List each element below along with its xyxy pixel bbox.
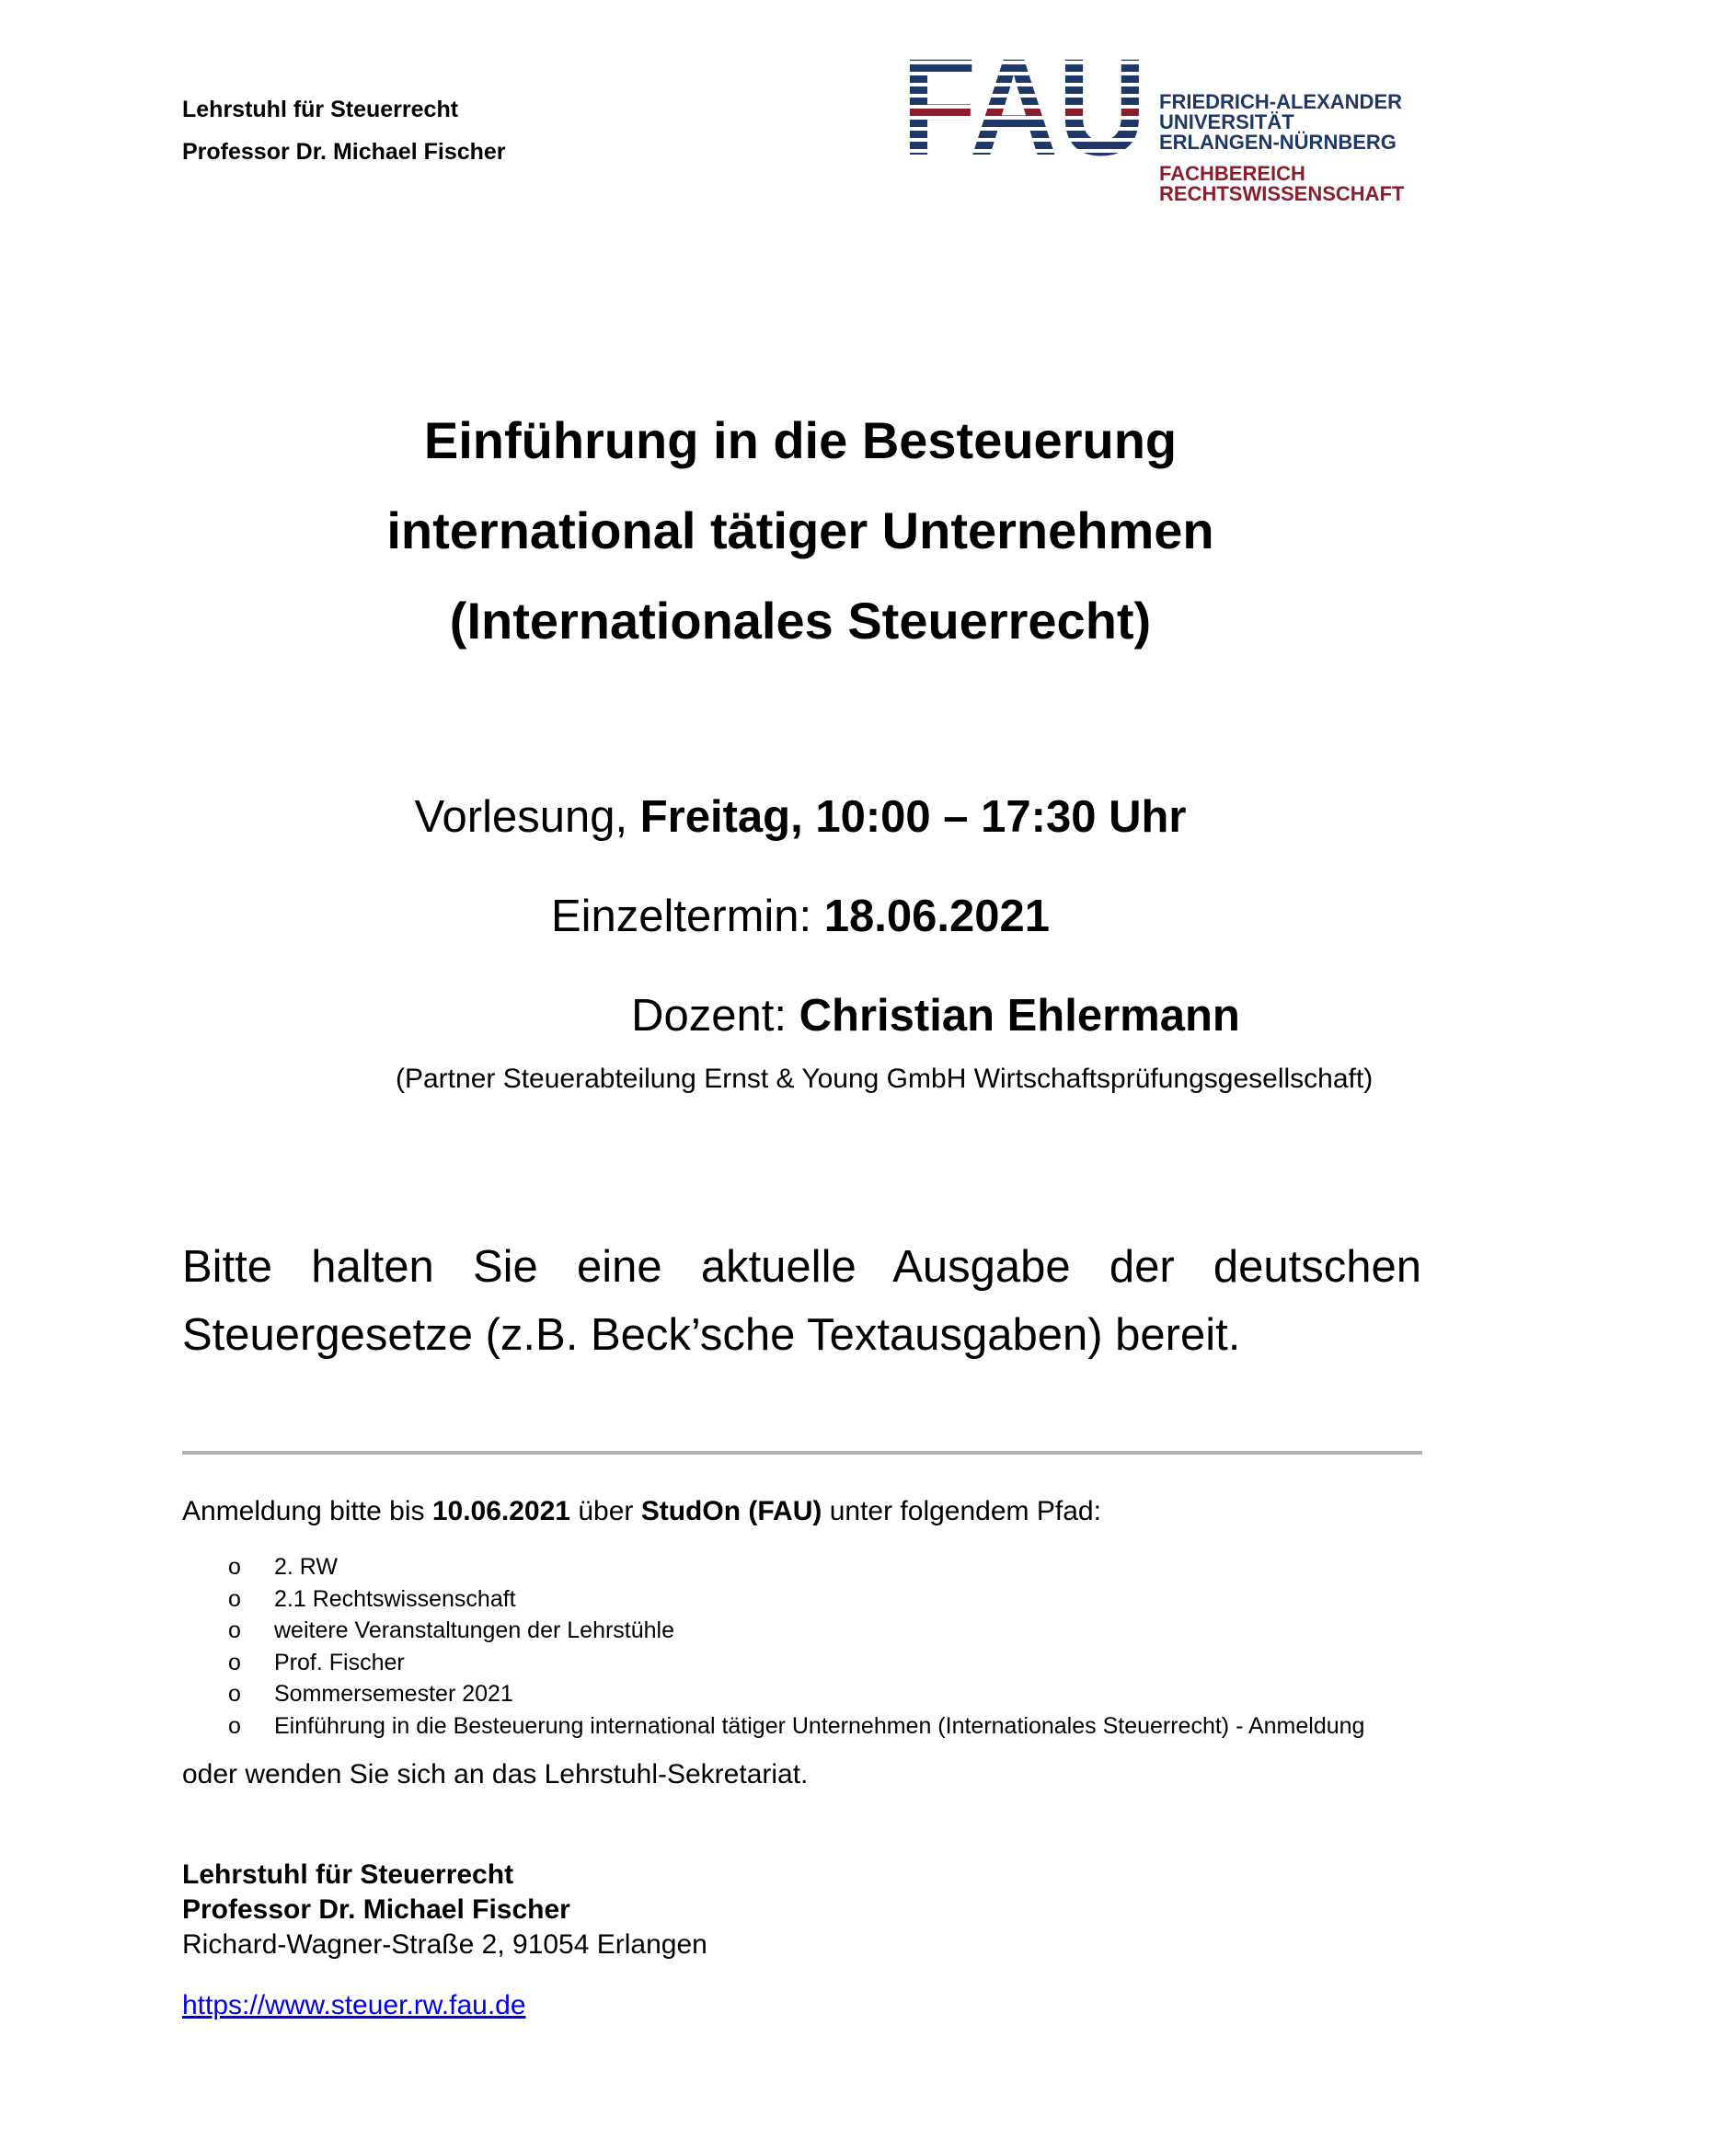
fau-logo-mark: FAU [902,29,1178,184]
registration-path-list [228,1551,1364,1742]
website-link[interactable]: https://www.steuer.rw.fau.de [182,1990,526,2020]
footer-address: Richard-Wagner-Straße 2, 91054 Erlangen [182,1929,707,1960]
lecture-time-value: Freitag, 10:00 – 17:30 Uhr [639,792,1187,842]
footer-professor-name: Professor Dr. Michael Fischer [182,1894,570,1925]
university-name-line: ERLANGEN-NÜRNBERG [1159,131,1397,154]
lecture-date-label: Einzeltermin: [550,892,812,941]
list-item: o Prof. Fischer [228,1647,1364,1679]
registration-platform: StudOn (FAU) [640,1496,822,1526]
footer-contact [182,1858,707,1962]
fau-logo [902,29,1420,228]
header-professor-name: Professor Dr. Michael Fischer [182,139,506,165]
list-item: o 2.1 Rechtswissenschaft [228,1583,1364,1616]
course-title-line: (Internationales Steuerrecht) [449,592,1152,650]
registration-text: Anmeldung bitte bis [182,1496,425,1526]
list-item: o Einführung in die Besteuerung international tätiger Unternehmen (Internationales Steuerrecht) - Anmeldung [228,1710,1364,1743]
registration-text: unter folgendem Pfad: [829,1496,1101,1526]
header-chair-info [182,88,506,173]
alternative-contact: oder wenden Sie sich an das Lehrstuhl-Sekretariat. [182,1759,809,1789]
course-title-line: Einführung in die Besteuerung [423,411,1178,469]
course-title-line: international tätiger Unternehmen [386,501,1214,559]
course-title [0,396,1601,666]
list-item: o weitere Veranstaltungen der Lehrstühle [228,1615,1364,1647]
lecturer-affiliation: (Partner Steuerabteilung Ernst & Young GmbH Wirtschaftsprüfungsgesellschaft) [396,1064,1374,1094]
lecturer-name: Christian Ehlermann [799,991,1240,1041]
list-item: o Sommersemester 2021 [228,1678,1364,1710]
header-chair-name: Lehrstuhl für Steuerrecht [182,97,459,122]
university-name-line: UNIVERSITÄT [1159,110,1294,133]
lecture-time [0,791,1601,843]
registration-info [182,1496,1101,1527]
lecture-date-value: 18.06.2021 [823,892,1051,941]
lecturer-label: Dozent: [631,991,788,1041]
lecture-type-label: Vorlesung, [414,792,628,842]
university-name-line: FRIEDRICH-ALEXANDER [1159,90,1402,113]
fau-logo-text [1159,92,1404,204]
list-item: o 2. RW [228,1551,1364,1583]
notice-text: Bitte halten Sie eine aktuelle Ausgabe der deutschen Steuergesetze (z.B. Beck’sche Textausgaben) bereit. [182,1242,1421,1360]
department-name-line: RECHTSWISSENSCHAFT [1159,182,1405,205]
divider [182,1451,1422,1455]
department-name-line: FACHBEREICH [1159,162,1305,185]
lecture-date [0,891,1601,942]
lecturer [135,990,1736,1041]
registration-deadline: 10.06.2021 [431,1496,570,1526]
footer-chair-name: Lehrstuhl für Steuerrecht [182,1859,514,1890]
registration-text: über [578,1496,634,1526]
